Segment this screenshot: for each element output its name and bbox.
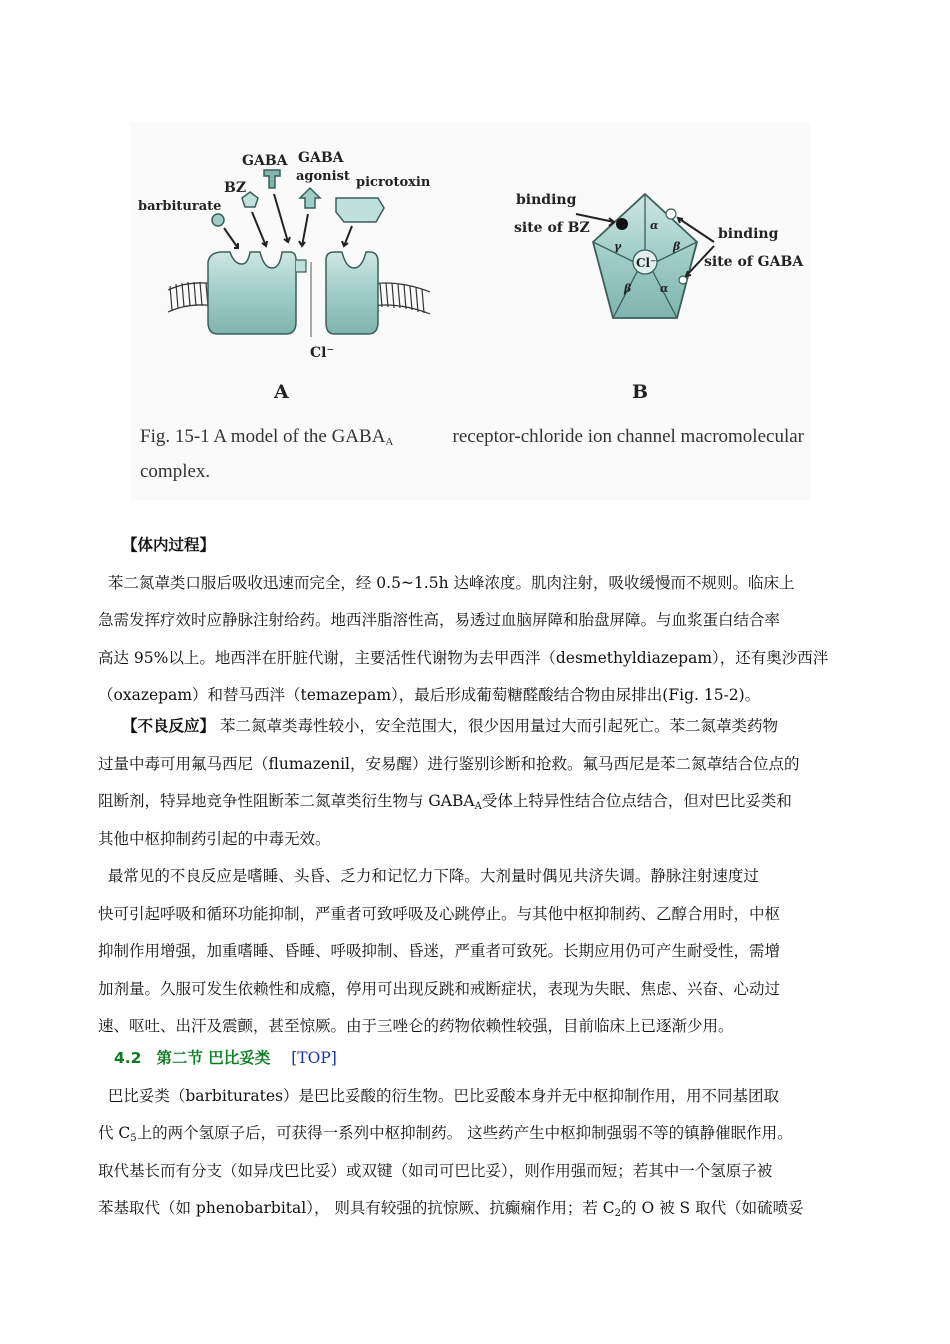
gaba-site-notch <box>296 260 306 272</box>
heading-adverse-reactions: 【不良反应】 <box>122 717 216 735</box>
label-picrotoxin: picrotoxin <box>356 175 431 190</box>
section-title: 第二节 巴比妥类 <box>156 1049 271 1067</box>
label-barbiturate: barbiturate <box>138 199 222 214</box>
section-adverse-reactions <box>98 708 852 1046</box>
label-bz: BZ <box>224 180 247 196</box>
figure-15-1 <box>130 122 810 500</box>
paragraph-line: 巴比妥类（barbiturates）是巴比妥酸的衍生物。巴比妥酸本身并无中枢抑制作用，用不同基团取 <box>98 1086 780 1105</box>
gaba-agonist-arrow <box>300 188 320 208</box>
label-gaba-agonist-1: GABA <box>298 150 344 166</box>
figure-diagram <box>130 122 810 422</box>
section-pharmacokinetics <box>98 527 852 715</box>
section-heading <box>98 1040 852 1078</box>
paragraph-line: 苯基取代（如 phenobarbital）， 则具有较强的抗惊厥、抗癫痫作用；若 C2的 O 被 S 取代（如硫喷妥 <box>98 1199 804 1219</box>
caption-line-2: complex. <box>140 461 211 482</box>
label-gaba-agonist-2: agonist <box>296 169 350 184</box>
label-binding-bz-1: binding <box>516 192 577 208</box>
paragraph-line: 加剂量。久服可发生依赖性和成瘾，停用可出现反跳和戒断症状，表现为失眠、焦虑、兴奋、心动过 <box>98 979 781 998</box>
subunit-gamma: γ <box>614 240 622 253</box>
label-gaba: GABA <box>242 153 288 169</box>
paragraph-line: 过量中毒可用氟马西尼（flumazenil，安易醒）进行鉴别诊断和抢救。氟马西尼是苯二氮䓬结合位点的 <box>98 754 800 773</box>
picrotoxin-shape <box>336 198 384 222</box>
paragraph-line: 高达 95%以上。地西泮在肝脏代谢，主要活性代谢物为去甲西泮（desmethyldiazepam），还有奥沙西泮 <box>98 648 829 667</box>
subunit-alpha-2: α <box>660 282 669 295</box>
receptor-left-half <box>208 252 296 334</box>
receptor-right-half <box>326 252 378 334</box>
panel-b-label: B <box>632 381 649 403</box>
label-cl-center: Cl⁻ <box>636 256 657 270</box>
top-link[interactable]: [TOP] <box>291 1049 337 1067</box>
heading-pharmacokinetics: 【体内过程】 <box>122 536 216 554</box>
paragraph-line: 代 C5上的两个氢原子后，可获得一系列中枢抑制药。 这些药产生中枢抑制强弱不等的镇静催眠作用。 <box>98 1124 793 1144</box>
barbiturate-ball <box>212 214 224 226</box>
paragraph-line: 最常见的不良反应是嗜睡、头昏、乏力和记忆力下降。大剂量时偶见共济失调。静脉注射速度过 <box>98 867 759 885</box>
label-cl-channel: Cl⁻ <box>310 345 334 361</box>
figure-caption <box>140 422 804 487</box>
section-barbiturates <box>98 1040 852 1228</box>
paragraph-line: 抑制作用增强，加重嗜睡、昏睡、呼吸抑制、昏迷，严重者可致死。长期应用仍可产生耐受性，需增 <box>98 942 781 960</box>
paragraph-line: 取代基长而有分支（如异戊巴比妥）或双键（如司可巴比妥），则作用强而短；若其中一个氢原子被 <box>98 1161 773 1180</box>
caption-prefix: Fig. 15-1 A model of the GABA <box>140 426 386 447</box>
label-binding-gaba-1: binding <box>718 226 779 242</box>
subunit-alpha: α <box>650 219 659 232</box>
paragraph-line: 快可引起呼吸和循环功能抑制，严重者可致呼吸及心跳停止。与其他中枢抑制药、乙醇合用时，中枢 <box>98 904 781 923</box>
paragraph-line: （oxazepam）和替马西泮（temazepam），最后形成葡萄糖醛酸结合物由尿排出(Fig. 15-2)。 <box>98 686 761 704</box>
caption-sub: A <box>385 436 394 448</box>
paragraph-line: 急需发挥疗效时应静脉注射给药。地西泮脂溶性高，易透过血脑屏障和胎盘屏障。与血浆蛋白结合率 <box>98 611 781 629</box>
paragraph-line: 阻断剂，特异地竞争性阻断苯二氮䓬类衍生物与 GABAA受体上特异性结合位点结合，但对巴比妥类和 <box>98 792 792 812</box>
paragraph-line: 速、呕吐、出汗及震颤，甚至惊厥。由于三唑仑的药物依赖性较强，目前临床上已逐渐少用。 <box>98 1017 734 1035</box>
paragraph-line: 其他中枢抑制药引起的中毒无效。 <box>98 829 331 848</box>
section-number: 4.2 <box>114 1049 142 1067</box>
paragraph-line: 苯二氮䓬类口服后吸收迅速而完全，经 0.5~1.5h 达峰浓度。肌肉注射，吸收缓慢而不规则。临床上 <box>98 573 795 592</box>
gaba-t-shape <box>264 170 280 188</box>
panel-a-label: A <box>274 381 289 403</box>
paragraph-line: 【不良反应】 苯二氮䓬类毒性较小，安全范围大，很少因用量过大而引起死亡。苯二氮䓬类药物 <box>98 708 852 746</box>
subunit-beta-1: β <box>673 240 681 253</box>
caption-rest: receptor-chloride ion channel macromolecular <box>452 426 804 447</box>
label-binding-gaba-2: site of GABA <box>704 254 804 270</box>
label-binding-bz-2: site of BZ <box>514 220 590 236</box>
subunit-beta-2: β <box>624 282 632 295</box>
